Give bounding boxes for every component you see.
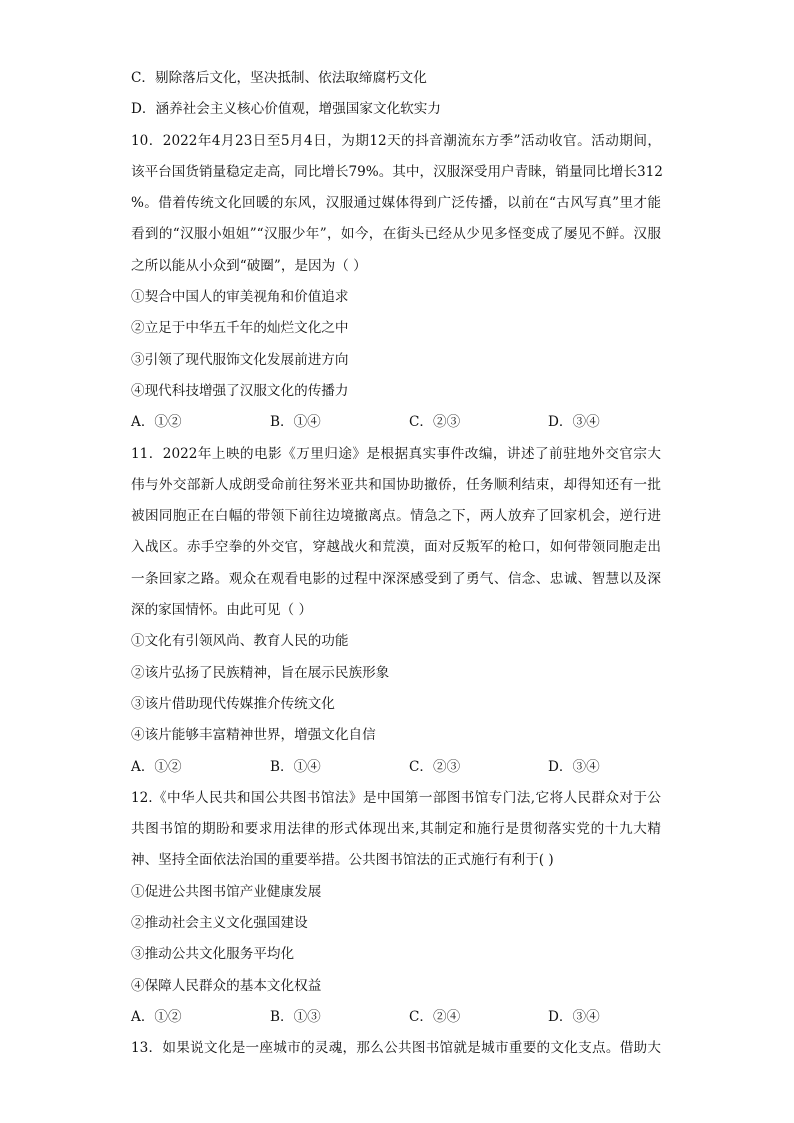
q10-item-3: ③引领了现代服饰文化发展前进方向 (131, 351, 349, 368)
q9-option-c: C．剔除落后文化，坚决抵制、依法取缔腐朽文化 (131, 70, 427, 86)
page-content (131, 63, 661, 1065)
q12-item-1: ①促进公共图书馆产业健康发展 (131, 883, 322, 900)
q12-item-3: ③推动公共文化服务平均化 (131, 946, 295, 963)
q10-stem-line: 之所以能从小众到“破圈”，是因为（ ） (131, 257, 367, 274)
question-13 (131, 1033, 661, 1064)
q10-choices (131, 407, 661, 438)
q11-stem-line: 伟与外交部新人成朗受命前往努米亚共和国协助撤侨，任务顺利结束，却得知还有一批 (131, 476, 661, 493)
q11-stem-line: 一条回家之路。观众在观看电影的过程中深深感受到了勇气、信念、忠诚、智慧以及深 (131, 570, 661, 587)
q13-stem-line: 13．如果说文化是一座城市的灵魂，那么公共图书馆就是城市重要的文化支点。借助大 (131, 1040, 661, 1057)
q11-stem-line: 被困同胞正在白幅的带领下前往边境撤离点。情急之下，两人放弃了回家机会，逆行进 (131, 508, 661, 525)
q12-choice-b[interactable]: B．①③ (270, 1008, 321, 1025)
q10-stem-line: 10．2022年4月23日至5月4日，为期12天的抖音潮流东方季”活动收官。活动期间， (131, 132, 661, 149)
q12-choice-d[interactable]: D．③④ (548, 1008, 600, 1025)
q12-item-4: ④保障人民群众的基本文化权益 (131, 977, 322, 994)
q10-stem-line: 该平台国货销量稳定走高，同比增长79%。其中，汉服深受用户青睐，销量同比增长312 (131, 163, 663, 180)
q11-item-1: ①文化有引领风尚、教育人民的功能 (131, 633, 349, 650)
q11-stem-line: 深的家国情怀。由此可见（ ） (131, 602, 313, 619)
q11-item-4: ④该片能够丰富精神世界，增强文化自信 (131, 727, 376, 744)
q11-stem-line: 11．2022年上映的电影《万里归途》是根据真实事件改编，讲述了前驻地外交官宗大 (131, 445, 661, 462)
q10-stem-line: %。借着传统文化回暖的东风，汉服通过媒体得到广泛传播，以前在“古风写真”里才能 (131, 195, 661, 212)
q12-stem-line: 神、坚持全面依法治国的重要举措。公共图书馆法的正式施行有利于( ) (131, 852, 554, 869)
q10-item-1: ①契合中国人的审美视角和价值追求 (131, 289, 349, 306)
q11-item-3: ③该片借助现代传媒推介传统文化 (131, 695, 335, 712)
q12-stem-line: 共图书馆的期盼和要求用法律的形式体现出来,其制定和施行是贯彻落实党的十九大精 (131, 821, 661, 838)
q11-choices (131, 752, 661, 783)
q11-choice-a[interactable]: A．①② (131, 758, 182, 775)
q11-choice-d[interactable]: D．③④ (548, 758, 600, 775)
q10-item-4: ④现代科技增强了汉服文化的传播力 (131, 382, 349, 399)
q10-choice-b[interactable]: B．①④ (270, 414, 321, 431)
q11-choice-b[interactable]: B．①④ (270, 758, 321, 775)
q10-choice-d[interactable]: D．③④ (548, 414, 600, 431)
q12-choices (131, 1002, 661, 1033)
q12-choice-a[interactable]: A．①② (131, 1008, 182, 1025)
q10-item-2: ②立足于中华五千年的灿烂文化之中 (131, 320, 349, 337)
q11-choice-c[interactable]: C．②③ (409, 758, 461, 775)
question-12 (131, 783, 661, 1033)
q12-choice-c[interactable]: C．②④ (409, 1008, 461, 1025)
q10-choice-a[interactable]: A．①② (131, 414, 182, 431)
question-11 (131, 439, 661, 783)
q10-stem-line: 看到的“汉服小姐姐”“汉服少年”，如今，在街头已经从少见多怪变成了屡见不鲜。汉服 (131, 226, 661, 243)
q10-choice-c[interactable]: C．②③ (409, 414, 461, 431)
q11-item-2: ②该片弘扬了民族精神，旨在展示民族形象 (131, 664, 390, 681)
q12-item-2: ②推动社会主义文化强国建设 (131, 915, 308, 932)
question-10 (131, 126, 661, 439)
q9-option-d: D．涵养社会主义核心价值观，增强国家文化软实力 (131, 101, 441, 118)
q11-stem-line: 入战区。赤手空拳的外交官，穿越战火和荒漠，面对反叛军的枪口，如何带领同胞走出 (131, 539, 661, 556)
q12-stem-line: 12.《中华人民共和国公共图书馆法》是中国第一部图书馆专门法,它将人民群众对于公 (131, 789, 661, 806)
